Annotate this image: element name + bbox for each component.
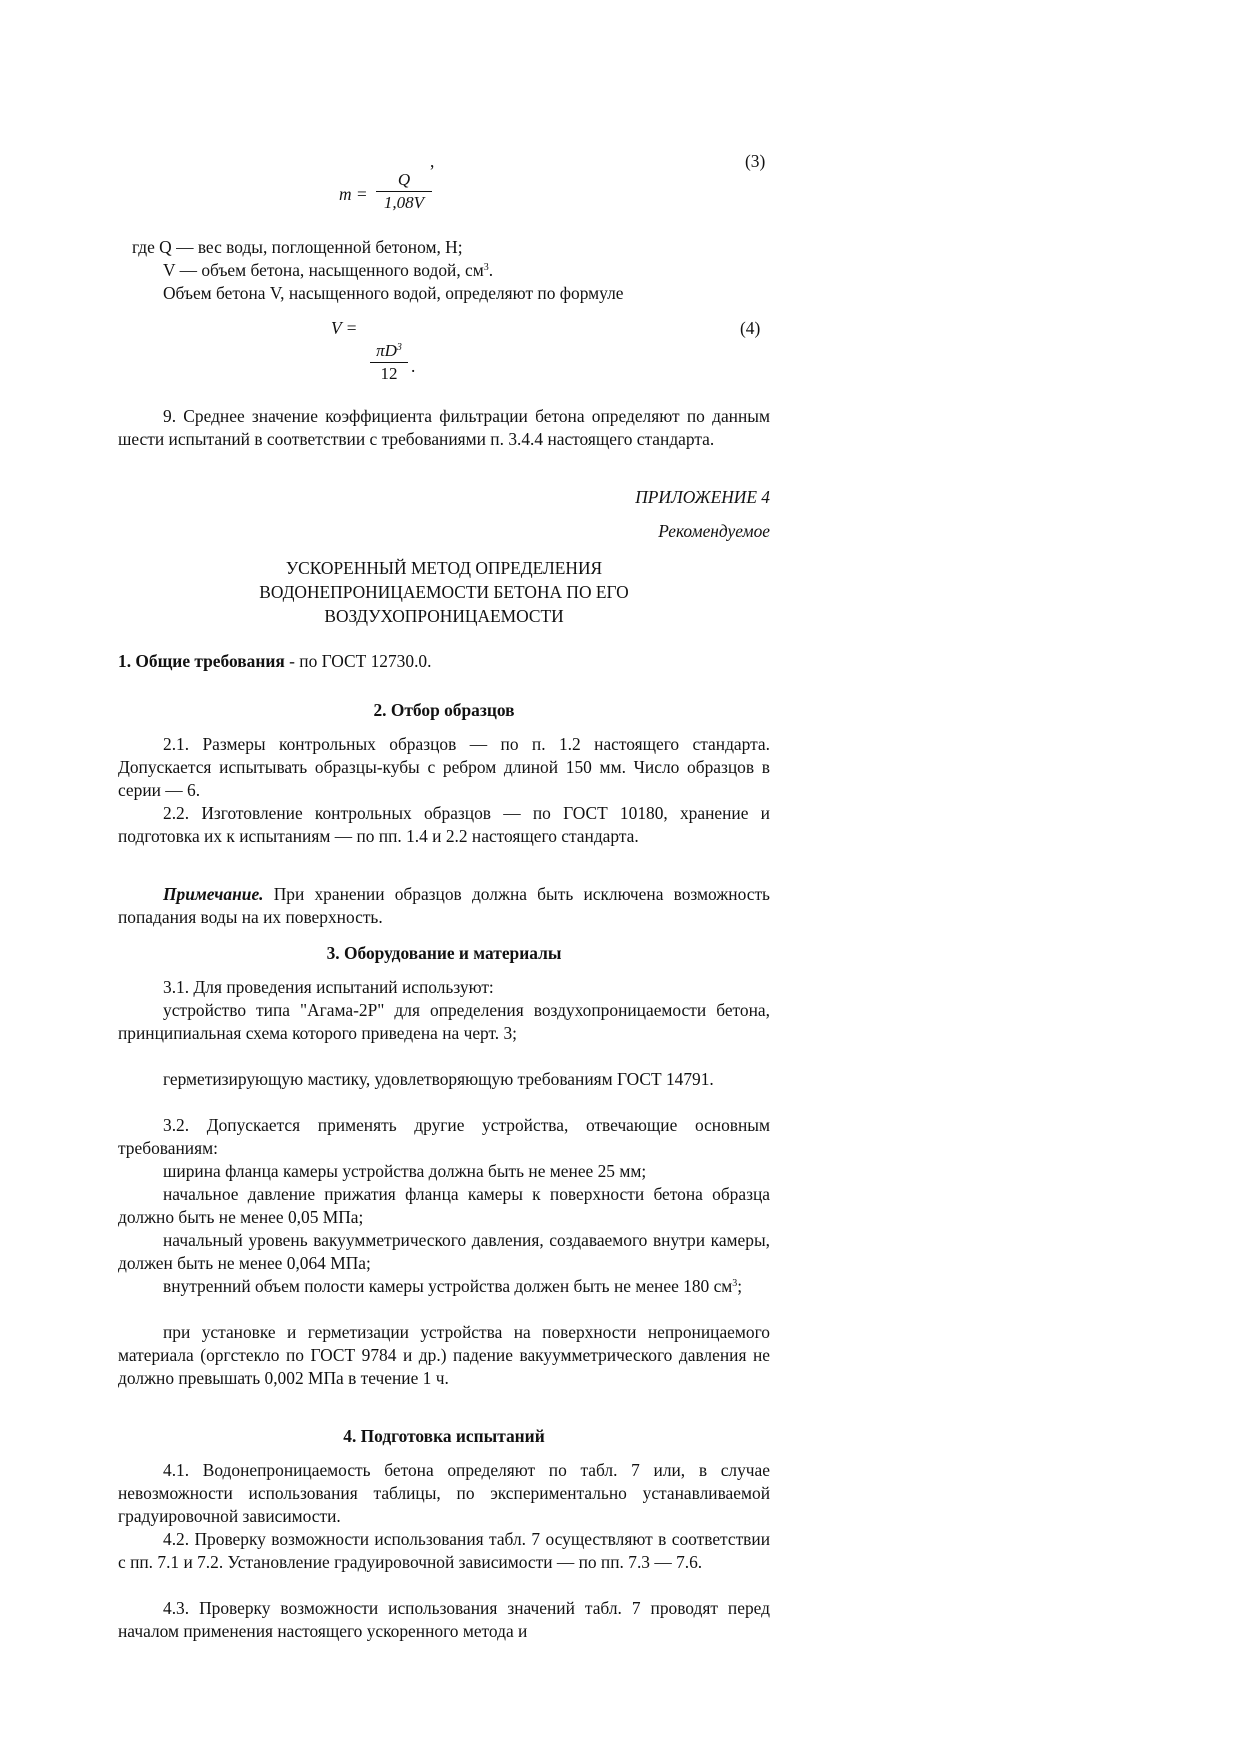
formula4-number: (4) xyxy=(740,318,761,338)
formula3-comma: , xyxy=(430,151,435,171)
section3-heading: 3. Оборудование и материалы xyxy=(326,943,562,963)
section1-heading: 1. Общие требования xyxy=(118,651,285,671)
appendix-status: Рекомендуемое xyxy=(658,521,770,541)
note-label: Примечание. xyxy=(163,884,264,904)
section3-p9: при установке и герметизации устройства на поверхности непроницаемого материала (оргстекло по ГОСТ 9784 и др.) падение вакуумметрического давления не должно превышать 0,002 МПа в течение 1 ч. xyxy=(118,1322,770,1388)
section3-p5: ширина фланца камеры устройства должна быть не менее 25 мм; xyxy=(163,1161,647,1181)
formula3-numerator: Q xyxy=(397,170,411,189)
section2-p2: 2.2. Изготовление контрольных образцов — по ГОСТ 10180, хранение и подготовка их к испытаниям — по пп. 1.4 и 2.2 настоящего стандарта. xyxy=(118,803,770,846)
where-v-line: V — объем бетона, насыщенного водой, $см^3$. xyxy=(163,260,494,280)
section3-p2: устройство типа "Агама-2Р" для определения воздухопроницаемости бетона, принципиальная схема которого приведена на черт. 3; xyxy=(118,1000,770,1043)
formula3-number: (3) xyxy=(745,151,766,171)
section3-p3: герметизирующую мастику, удовлетворяющую требованиям ГОСТ 14791. xyxy=(163,1069,714,1089)
section3-p1: 3.1. Для проведения испытаний используют: xyxy=(163,977,494,997)
section3-p4: 3.2. Допускается применять другие устройства, отвечающие основным требованиям: xyxy=(118,1115,770,1158)
section4-p1: 4.1. Водонепроницаемость бетона определяют по табл. 7 или, в случае невозможности использования таблицы, по экспериментально устанавливаемой градуировочной зависимости. xyxy=(118,1460,770,1526)
formula3-lhs: m = xyxy=(339,184,368,204)
appendix-title: УСКОРЕННЫЙ МЕТОД ОПРЕДЕЛЕНИЯ ВОДОНЕПРОНИЦАЕМОСТИ БЕТОНА ПО ЕГО ВОЗДУХОПРОНИЦАЕМОСТИ xyxy=(259,558,629,626)
section2-note: Примечание. При хранении образцов должна быть исключена возможность попадания воды на их поверхность. xyxy=(118,884,770,927)
section4-p3: 4.3. Проверку возможности использования значений табл. 7 проводят перед началом применения настоящего ускоренного метода и xyxy=(118,1598,770,1641)
section4-p2: 4.2. Проверку возможности использования табл. 7 осуществляют в соответствии с пп. 7.1 и 7.2. Установление градуировочной зависимости — по пп. 7.3 — 7.6. xyxy=(118,1529,770,1572)
appendix-label: ПРИЛОЖЕНИЕ 4 xyxy=(635,487,770,507)
formula3-fraction xyxy=(376,169,432,214)
formula4-lhs: V = xyxy=(331,318,358,338)
volume-intro: Объем бетона V, насыщенного водой, определяют по формуле xyxy=(163,283,624,303)
section4-heading: 4. Подготовка испытаний xyxy=(343,1426,545,1446)
section2-heading: 2. Отбор образцов xyxy=(373,700,515,720)
section1-line: 1. Общие требования - по ГОСТ 12730.0. xyxy=(118,651,432,671)
formula4-denominator: 12 xyxy=(380,364,398,383)
section3-p8: внутренний объем полости камеры устройства должен быть не менее 180 $см^3$; xyxy=(163,1276,743,1296)
formula4-fraction xyxy=(370,340,408,385)
formula3-denominator: 1,08V xyxy=(383,193,425,212)
formula4-dot: . xyxy=(411,356,416,376)
section2-p1: 2.1. Размеры контрольных образцов — по п. 1.2 настоящего стандарта. Допускается испытывать образцы-кубы с ребром длиной 150 мм. Число образцов в серии — 6. xyxy=(118,734,770,800)
section3-p7: начальный уровень вакуумметрического давления, создаваемого внутри камеры, должен быть не менее 0,064 МПа; xyxy=(118,1230,770,1273)
paragraph-9: 9. Среднее значение коэффициента фильтрации бетона определяют по данным шести испытаний в соответствии с требованиями п. 3.4.4 настоящего стандарта. xyxy=(118,406,770,449)
where-q-line: где Q — вес воды, поглощенной бетоном, Н; xyxy=(132,237,463,257)
section3-p6: начальное давление прижатия фланца камеры к поверхности бетона образца должно быть не менее 0,05 МПа; xyxy=(118,1184,770,1227)
formula4-numerator: $\pi D^3$ xyxy=(376,341,402,360)
